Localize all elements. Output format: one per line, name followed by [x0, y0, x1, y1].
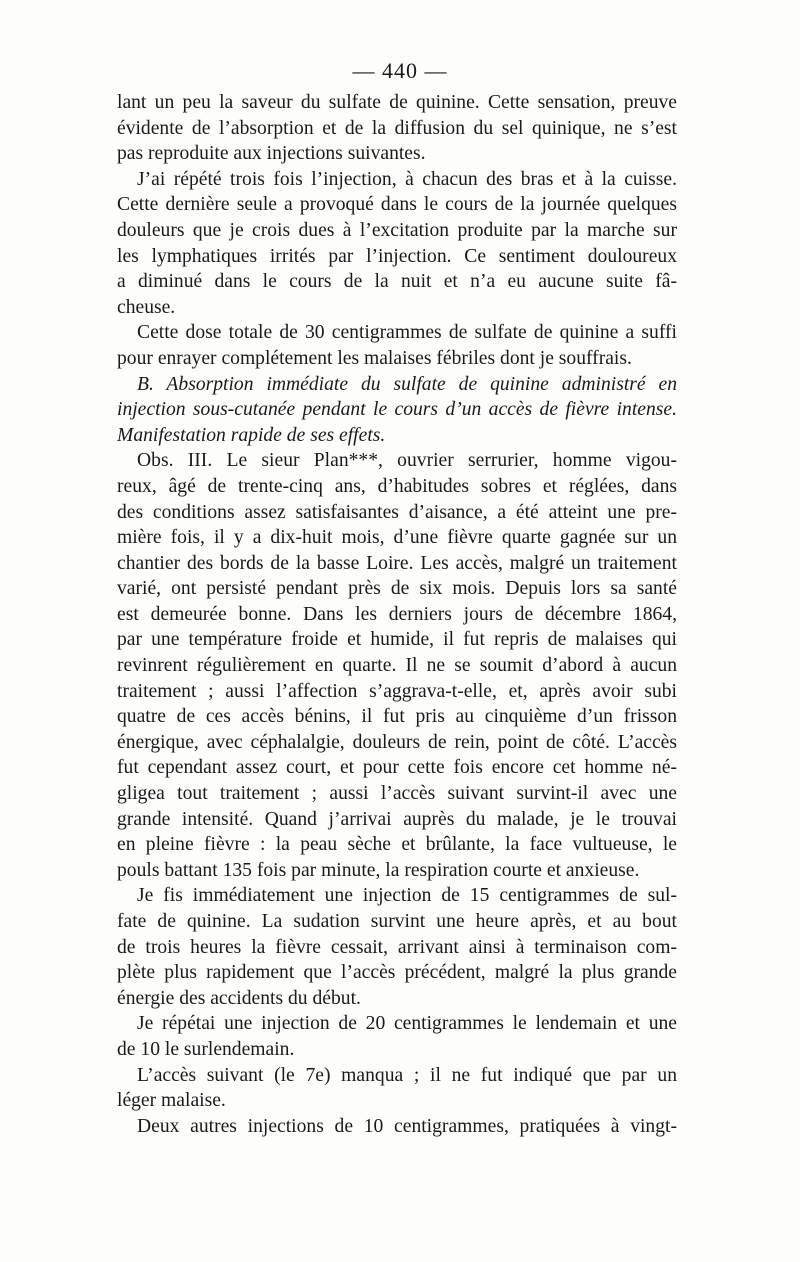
- paragraph-continued: [117, 1114, 677, 1140]
- text-line: cheuse.: [117, 296, 176, 318]
- text-line: pas reproduite aux injections suivantes.: [117, 143, 426, 165]
- paragraph: [117, 167, 677, 321]
- text-line: des conditions assez satisfaisantes d’aisance, a été atteint une pre-: [117, 501, 677, 523]
- section-heading: [117, 372, 677, 449]
- text-line: a diminué dans le cours de la nuit et n’a eu aucune suite fâ-: [117, 271, 677, 293]
- text-line: mière fois, il y a dix-huit mois, d’une fièvre quarte gagnée sur un: [117, 527, 677, 549]
- heading-line: Manifestation rapide de ses effets.: [117, 424, 386, 446]
- text-line: gligea tout traitement ; aussi l’accès suivant survint-il avec une: [117, 783, 677, 805]
- paragraph-observation: [117, 448, 677, 883]
- body-text: [117, 90, 677, 1139]
- text-line: varié, ont persisté pendant près de six mois. Depuis lors sa santé: [117, 578, 677, 600]
- text-line: chantier des bords de la basse Loire. Les accès, malgré un traitement: [117, 552, 677, 574]
- text-line: Obs. III. Le sieur Plan***, ouvrier serrurier, homme vigou-: [137, 450, 677, 472]
- text-line: Je fis immédiatement une injection de 15 centigrammes de sul-: [137, 885, 677, 907]
- text-line: léger malaise.: [117, 1090, 226, 1112]
- paragraph: [117, 1063, 677, 1114]
- text-line: évidente de l’absorption et de la diffusion du sel quinique, ne s’est: [117, 117, 677, 139]
- text-line: J’ai répété trois fois l’injection, à chacun des bras et à la cuisse.: [137, 168, 677, 190]
- text-line: plète plus rapidement que l’accès précédent, malgré la plus grande: [117, 962, 677, 984]
- text-line: pouls battant 135 fois par minute, la respiration courte et anxieuse.: [117, 859, 640, 881]
- text-line: douleurs que je crois dues à l’excitation produite par la marche sur: [117, 219, 677, 241]
- heading-line: B. Absorption immédiate du sulfate de quinine administré en: [137, 373, 677, 395]
- paragraph: [117, 90, 677, 167]
- text-line: en pleine fièvre : la peau sèche et brûlante, la face vultueuse, le: [117, 834, 677, 856]
- text-line: Deux autres injections de 10 centigrammes, pratiquées à vingt-: [137, 1115, 677, 1137]
- text-line: pour enrayer complétement les malaises fébriles dont je souffrais.: [117, 347, 632, 369]
- text-line: Cette dernière seule a provoqué dans le cours de la journée quelques: [117, 194, 677, 216]
- text-line: Je répétai une injection de 20 centigrammes le lendemain et une: [137, 1013, 677, 1035]
- text-line: lant un peu la saveur du sulfate de quinine. Cette sensation, preuve: [117, 92, 677, 113]
- paragraph: [117, 1011, 677, 1062]
- page-number: — 440 —: [352, 58, 448, 83]
- text-line: reux, âgé de trente-cinq ans, d’habitudes sobres et réglées, dans: [117, 475, 677, 497]
- text-line: fut cependant assez court, et pour cette fois encore cet homme né-: [117, 757, 677, 779]
- text-line: L’accès suivant (le 7e) manqua ; il ne fut indiqué que par un: [137, 1064, 677, 1086]
- text-line: est demeurée bonne. Dans les derniers jours de décembre 1864,: [117, 603, 677, 625]
- text-line: quatre de ces accès bénins, il fut pris au cinquième d’un frisson: [117, 706, 677, 728]
- text-line: les lymphatiques irrités par l’injection. Ce sentiment douloureux: [117, 245, 677, 267]
- text-line: de 10 le surlendemain.: [117, 1038, 295, 1060]
- text-line: de trois heures la fièvre cessait, arrivant ainsi à terminaison com-: [117, 936, 677, 958]
- text-line: grande intensité. Quand j’arrivai auprès du malade, je le trouvai: [117, 808, 677, 830]
- paragraph: [117, 320, 677, 371]
- text-line: énergique, avec céphalalgie, douleurs de rein, point de côté. L’accès: [117, 731, 677, 753]
- text-line: fate de quinine. La sudation survint une heure après, et au bout: [117, 911, 677, 932]
- text-line: Cette dose totale de 30 centigrammes de sulfate de quinine a suffi: [137, 322, 677, 344]
- paragraph: [117, 883, 677, 1011]
- text-line: énergie des accidents du début.: [117, 987, 361, 1009]
- text-line: par une température froide et humide, il fut repris de malaises qui: [117, 629, 677, 651]
- heading-line: injection sous-cutanée pendant le cours d’un accès de fièvre intense.: [117, 399, 677, 421]
- text-line: traitement ; aussi l’affection s’aggrava-t-elle, et, après avoir subi: [117, 680, 677, 702]
- text-line: revinrent régulièrement en quarte. Il ne se soumit d’abord à aucun: [117, 655, 677, 677]
